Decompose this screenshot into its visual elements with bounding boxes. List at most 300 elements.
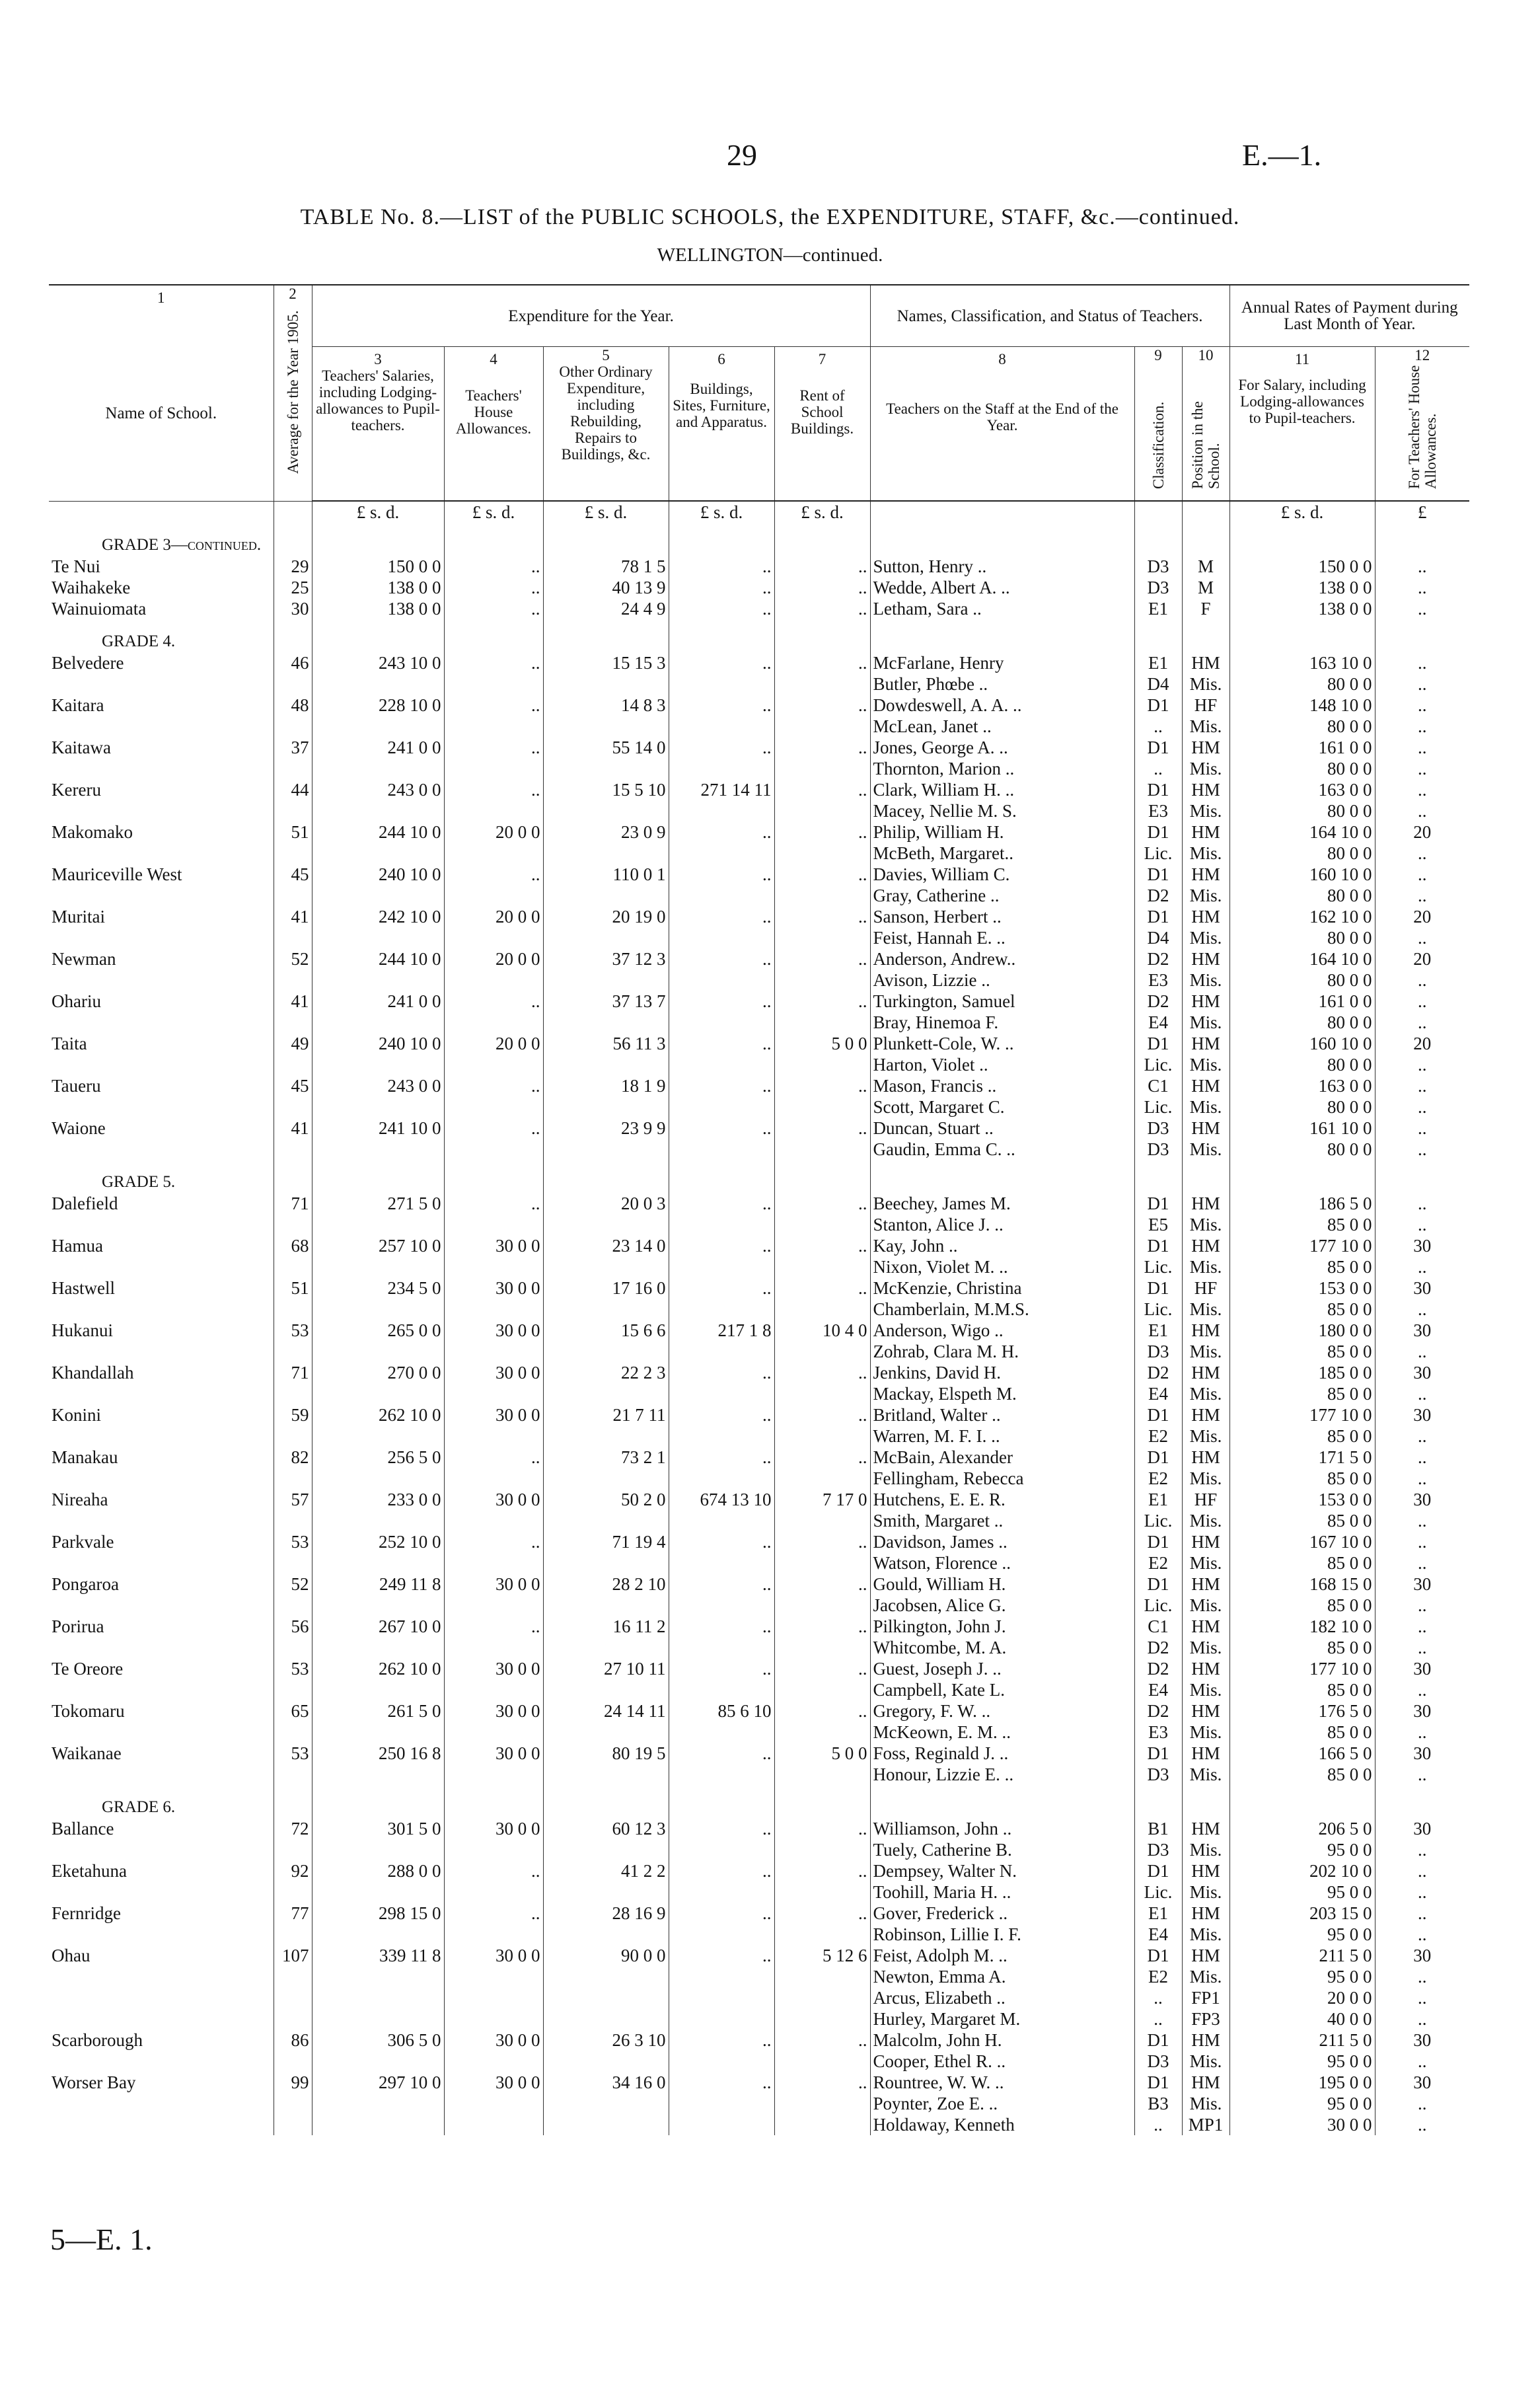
empty-cell <box>543 1468 669 1489</box>
teacher-name: Toohill, Maria H. .. <box>870 1881 1134 1903</box>
currency-other: £ s. d. <box>543 501 669 523</box>
col-label-buildings: Buildings, Sites, Furniture, and Apparatus. <box>673 381 770 430</box>
teacher-salary-rate: 161 0 0 <box>1229 737 1375 758</box>
teacher-position: Mis. <box>1182 1256 1229 1277</box>
school-other-expenditure: 21 7 11 <box>543 1404 669 1425</box>
empty-cell <box>669 969 774 991</box>
table-row <box>49 1637 1469 1658</box>
school-buildings: .. <box>669 1193 774 1214</box>
table-row <box>49 1743 1469 1764</box>
empty-cell <box>774 1425 870 1447</box>
school-other-expenditure: 60 12 3 <box>543 1818 669 1839</box>
table-row <box>49 885 1469 906</box>
teacher-classification: D1 <box>1134 1033 1182 1054</box>
school-buildings: .. <box>669 1447 774 1468</box>
empty-cell <box>543 1987 669 2008</box>
teacher-salary-rate: 160 10 0 <box>1229 1033 1375 1054</box>
empty-cell <box>669 1881 774 1903</box>
teacher-position: HM <box>1182 991 1229 1012</box>
empty-cell <box>312 1679 444 1700</box>
teacher-salary-rate: 206 5 0 <box>1229 1818 1375 1839</box>
table-row <box>49 652 1469 673</box>
teacher-classification: E1 <box>1134 1320 1182 1341</box>
school-name: Dalefield <box>52 1194 118 1213</box>
empty-cell <box>669 1214 774 1235</box>
school-salaries: 244 10 0 <box>312 948 444 969</box>
teacher-salary-rate: 161 10 0 <box>1229 1118 1375 1139</box>
teacher-house-rate: .. <box>1375 843 1469 864</box>
teacher-house-rate: 30 <box>1375 1743 1469 1764</box>
teacher-salary-rate: 203 15 0 <box>1229 1903 1375 1924</box>
empty-cell <box>312 969 444 991</box>
teacher-house-rate: 20 <box>1375 1033 1469 1054</box>
teacher-house-rate: .. <box>1375 1966 1469 1987</box>
empty-cell <box>274 2093 312 2114</box>
teacher-name: Dempsey, Walter N. <box>870 1860 1134 1881</box>
empty-cell <box>669 1012 774 1033</box>
school-house-allowance: .. <box>444 1193 543 1214</box>
teacher-classification: D1 <box>1134 737 1182 758</box>
teacher-classification: E4 <box>1134 1383 1182 1404</box>
school-rent: .. <box>774 695 870 716</box>
school-buildings: .. <box>669 1404 774 1425</box>
empty-cell <box>543 1637 669 1658</box>
teacher-classification: D1 <box>1134 695 1182 716</box>
school-salaries: 298 15 0 <box>312 1903 444 1924</box>
teacher-classification: D2 <box>1134 1637 1182 1658</box>
teacher-salary-rate: 95 0 0 <box>1229 1924 1375 1945</box>
empty-cell <box>49 927 274 948</box>
school-buildings: .. <box>669 1531 774 1552</box>
teacher-classification: Lic. <box>1134 1881 1182 1903</box>
school-average: 45 <box>274 864 312 885</box>
teacher-classification: D1 <box>1134 906 1182 927</box>
school-average: 57 <box>274 1489 312 1510</box>
table-row <box>49 800 1469 821</box>
grade-row <box>49 1160 1469 1193</box>
teacher-salary-rate: 85 0 0 <box>1229 1383 1375 1404</box>
teacher-salary-rate: 171 5 0 <box>1229 1447 1375 1468</box>
school-average: 107 <box>274 1945 312 1966</box>
table-body <box>49 501 1469 2135</box>
school-other-expenditure: 71 19 4 <box>543 1531 669 1552</box>
school-rent: .. <box>774 1075 870 1096</box>
teacher-salary-rate: 80 0 0 <box>1229 800 1375 821</box>
teacher-position: HM <box>1182 2072 1229 2093</box>
teacher-classification: D3 <box>1134 556 1182 577</box>
school-rent: .. <box>774 1574 870 1595</box>
empty-cell <box>312 1383 444 1404</box>
school-house-allowance: 30 0 0 <box>444 1489 543 1510</box>
teacher-name: Philip, William H. <box>870 821 1134 843</box>
school-buildings: .. <box>669 1616 774 1637</box>
school-buildings: .. <box>669 695 774 716</box>
school-name: Makomako <box>52 822 133 842</box>
table-row <box>49 1012 1469 1033</box>
school-buildings: .. <box>669 864 774 885</box>
empty-cell <box>274 716 312 737</box>
school-name: Te Nui <box>52 556 100 576</box>
teacher-classification: D1 <box>1134 1574 1182 1595</box>
school-average: 41 <box>274 1118 312 1139</box>
teacher-classification: E2 <box>1134 1552 1182 1574</box>
school-rent: .. <box>774 1531 870 1552</box>
table-row <box>49 2093 1469 2114</box>
empty-cell <box>49 1096 274 1118</box>
empty-cell <box>444 1764 543 1785</box>
teacher-position: HM <box>1182 864 1229 885</box>
teacher-house-rate: .. <box>1375 800 1469 821</box>
teacher-salary-rate: 85 0 0 <box>1229 1764 1375 1785</box>
teacher-salary-rate: 182 10 0 <box>1229 1616 1375 1637</box>
teacher-position: MP1 <box>1182 2114 1229 2135</box>
empty-cell <box>543 800 669 821</box>
school-house-allowance: 30 0 0 <box>444 1818 543 1839</box>
teacher-position: HM <box>1182 1658 1229 1679</box>
table-row <box>49 948 1469 969</box>
school-name: Waikanae <box>52 1743 122 1763</box>
empty-cell <box>543 1510 669 1531</box>
grade-label: GRADE 6. <box>102 1798 176 1816</box>
currency-house-rate: £ <box>1375 501 1469 523</box>
empty-cell <box>669 1256 774 1277</box>
teacher-position: Mis. <box>1182 1764 1229 1785</box>
school-house-allowance: 30 0 0 <box>444 1362 543 1383</box>
teacher-salary-rate: 180 0 0 <box>1229 1320 1375 1341</box>
teacher-house-rate: .. <box>1375 2008 1469 2029</box>
teacher-name: Hurley, Margaret M. <box>870 2008 1134 2029</box>
school-average: 44 <box>274 779 312 800</box>
empty-cell <box>444 1425 543 1447</box>
school-other-expenditure: 34 16 0 <box>543 2072 669 2093</box>
empty-cell <box>543 1764 669 1785</box>
school-rent: .. <box>774 737 870 758</box>
teacher-salary-rate: 138 0 0 <box>1229 577 1375 598</box>
empty-cell <box>774 758 870 779</box>
table-row <box>49 2051 1469 2072</box>
empty-cell <box>49 1764 274 1785</box>
table-row <box>49 2008 1469 2029</box>
empty-cell <box>543 2093 669 2114</box>
teacher-classification: D1 <box>1134 1235 1182 1256</box>
teacher-position: FP3 <box>1182 2008 1229 2029</box>
teacher-classification: D2 <box>1134 1700 1182 1722</box>
teacher-position: Mis. <box>1182 1552 1229 1574</box>
teacher-name: Thornton, Marion .. <box>870 758 1134 779</box>
teacher-classification: E1 <box>1134 1903 1182 1924</box>
teacher-name: Jones, George A. .. <box>870 737 1134 758</box>
teacher-position: Mis. <box>1182 1054 1229 1075</box>
teacher-house-rate: .. <box>1375 1510 1469 1531</box>
empty-cell <box>49 1299 274 1320</box>
teacher-house-rate: .. <box>1375 758 1469 779</box>
table-row <box>49 1924 1469 1945</box>
teacher-name: McBeth, Margaret.. <box>870 843 1134 864</box>
empty-cell <box>312 1637 444 1658</box>
teacher-name: Davidson, James .. <box>870 1531 1134 1552</box>
grade-spacer <box>1375 619 1469 652</box>
col-label-salaries: Teachers' Salaries, including Lodging-allowances to Pupil-teachers. <box>316 367 440 434</box>
school-house-allowance: .. <box>444 577 543 598</box>
teacher-position: HM <box>1182 2029 1229 2051</box>
school-buildings: 217 1 8 <box>669 1320 774 1341</box>
empty-cell <box>543 1054 669 1075</box>
school-name: Waione <box>52 1118 106 1138</box>
teacher-position: HM <box>1182 1700 1229 1722</box>
school-rent: .. <box>774 577 870 598</box>
grade-spacer <box>543 619 669 652</box>
empty-cell <box>444 716 543 737</box>
empty-cell <box>774 927 870 948</box>
teacher-position: Mis. <box>1182 673 1229 695</box>
empty-cell <box>49 758 274 779</box>
teacher-house-rate: 30 <box>1375 2029 1469 2051</box>
teacher-name: Newton, Emma A. <box>870 1966 1134 1987</box>
empty-cell <box>49 1679 274 1700</box>
school-house-allowance: .. <box>444 1903 543 1924</box>
school-name: Waihakeke <box>52 578 131 597</box>
empty-cell <box>669 800 774 821</box>
school-name: Manakau <box>52 1447 118 1467</box>
col-number-12: 12 <box>1414 347 1430 363</box>
empty-cell <box>669 2093 774 2114</box>
teacher-name: Dowdeswell, A. A. .. <box>870 695 1134 716</box>
empty-cell <box>49 1595 274 1616</box>
teacher-name: McBain, Alexander <box>870 1447 1134 1468</box>
teacher-classification: Lic. <box>1134 1299 1182 1320</box>
school-rent: 5 12 6 <box>774 1945 870 1966</box>
school-salaries: 297 10 0 <box>312 2072 444 2093</box>
grade-spacer <box>669 523 774 556</box>
empty-cell <box>543 1256 669 1277</box>
table-row <box>49 1468 1469 1489</box>
empty-cell <box>312 1468 444 1489</box>
empty-cell <box>49 1722 274 1743</box>
currency-house: £ s. d. <box>444 501 543 523</box>
school-salaries: 234 5 0 <box>312 1277 444 1299</box>
grade-label: GRADE 4. <box>102 632 176 650</box>
empty-cell <box>274 1764 312 1785</box>
table-row <box>49 1722 1469 1743</box>
grade-spacer <box>543 1785 669 1818</box>
empty-cell <box>543 1966 669 1987</box>
empty-cell <box>312 1510 444 1531</box>
empty-cell <box>274 1256 312 1277</box>
teacher-position: Mis. <box>1182 716 1229 737</box>
empty-cell <box>444 800 543 821</box>
school-salaries: 301 5 0 <box>312 1818 444 1839</box>
school-other-expenditure: 80 19 5 <box>543 1743 669 1764</box>
teacher-classification: D2 <box>1134 948 1182 969</box>
table-row <box>49 1903 1469 1924</box>
col-number-11: 11 <box>1294 351 1310 367</box>
header-buildings <box>669 347 774 502</box>
empty-cell <box>774 1510 870 1531</box>
empty-cell <box>543 1881 669 1903</box>
teacher-salary-rate: 80 0 0 <box>1229 1012 1375 1033</box>
teacher-position: Mis. <box>1182 1966 1229 1987</box>
school-rent: 5 0 0 <box>774 1033 870 1054</box>
teacher-classification: E3 <box>1134 800 1182 821</box>
teacher-classification: D3 <box>1134 1839 1182 1860</box>
teacher-salary-rate: 20 0 0 <box>1229 1987 1375 2008</box>
school-name: Ballance <box>52 1819 114 1839</box>
header-average <box>274 285 312 501</box>
school-salaries: 249 11 8 <box>312 1574 444 1595</box>
teacher-salary-rate: 185 0 0 <box>1229 1362 1375 1383</box>
teacher-house-rate: .. <box>1375 1299 1469 1320</box>
table-row <box>49 1033 1469 1054</box>
teacher-position: Mis. <box>1182 2051 1229 2072</box>
empty-cell <box>312 1839 444 1860</box>
table-row <box>49 577 1469 598</box>
empty-cell <box>444 1637 543 1658</box>
teacher-name: Cooper, Ethel R. .. <box>870 2051 1134 2072</box>
empty-cell <box>49 1054 274 1075</box>
school-rent: 10 4 0 <box>774 1320 870 1341</box>
school-other-expenditure: 28 16 9 <box>543 1903 669 1924</box>
teacher-salary-rate: 168 15 0 <box>1229 1574 1375 1595</box>
teacher-name: Anderson, Wigo .. <box>870 1320 1134 1341</box>
teacher-salary-rate: 166 5 0 <box>1229 1743 1375 1764</box>
empty-cell <box>543 1924 669 1945</box>
school-rent: .. <box>774 1118 870 1139</box>
teacher-house-rate: .. <box>1375 1987 1469 2008</box>
teacher-classification: E3 <box>1134 1722 1182 1743</box>
school-buildings: 85 6 10 <box>669 1700 774 1722</box>
empty-cell <box>49 2008 274 2029</box>
empty-cell <box>774 1383 870 1404</box>
table-subtitle: WELLINGTON—continued. <box>657 245 883 266</box>
empty-cell <box>543 1722 669 1743</box>
school-salaries: 241 0 0 <box>312 991 444 1012</box>
table-row <box>49 1860 1469 1881</box>
empty-cell <box>274 1139 312 1160</box>
teacher-position: Mis. <box>1182 1637 1229 1658</box>
teacher-house-rate: .. <box>1375 1839 1469 1860</box>
school-average: 45 <box>274 1075 312 1096</box>
table-row <box>49 1679 1469 1700</box>
table-row <box>49 906 1469 927</box>
empty-cell <box>543 1214 669 1235</box>
empty-cell <box>774 1987 870 2008</box>
teacher-salary-rate: 164 10 0 <box>1229 821 1375 843</box>
school-other-expenditure: 22 2 3 <box>543 1362 669 1383</box>
teacher-name: Gould, William H. <box>870 1574 1134 1595</box>
empty-cell <box>49 1510 274 1531</box>
teacher-house-rate: .. <box>1375 716 1469 737</box>
teacher-name: Tuely, Catherine B. <box>870 1839 1134 1860</box>
empty-cell <box>49 1881 274 1903</box>
teacher-salary-rate: 30 0 0 <box>1229 2114 1375 2135</box>
empty-cell <box>543 885 669 906</box>
table-row <box>49 1193 1469 1214</box>
school-buildings: 674 13 10 <box>669 1489 774 1510</box>
teacher-house-rate: .. <box>1375 1722 1469 1743</box>
table-row <box>49 716 1469 737</box>
empty-cell <box>774 1341 870 1362</box>
empty-cell <box>274 1425 312 1447</box>
currency-buildings: £ s. d. <box>669 501 774 523</box>
col-number-2: 2 <box>289 285 297 302</box>
empty-cell <box>543 716 669 737</box>
teacher-position: Mis. <box>1182 843 1229 864</box>
school-name: Belvedere <box>52 653 124 673</box>
school-other-expenditure: 16 11 2 <box>543 1616 669 1637</box>
teacher-name: Campbell, Kate L. <box>870 1679 1134 1700</box>
school-other-expenditure: 24 14 11 <box>543 1700 669 1722</box>
school-name: Hamua <box>52 1236 103 1256</box>
school-buildings: 271 14 11 <box>669 779 774 800</box>
teacher-house-rate: .. <box>1375 1447 1469 1468</box>
school-average: 51 <box>274 1277 312 1299</box>
school-name: Nireaha <box>52 1490 108 1509</box>
teacher-house-rate: .. <box>1375 1531 1469 1552</box>
school-salaries: 242 10 0 <box>312 906 444 927</box>
teacher-house-rate: .. <box>1375 1118 1469 1139</box>
empty-cell <box>774 843 870 864</box>
teacher-salary-rate: 85 0 0 <box>1229 1722 1375 1743</box>
empty-cell <box>274 1881 312 1903</box>
empty-cell <box>669 927 774 948</box>
schools-table-container <box>49 284 1469 2135</box>
school-buildings: .. <box>669 2029 774 2051</box>
school-house-allowance: 30 0 0 <box>444 1320 543 1341</box>
empty-cell <box>274 1839 312 1860</box>
empty-cell <box>49 673 274 695</box>
empty-cell <box>49 843 274 864</box>
teacher-house-rate: .. <box>1375 1193 1469 1214</box>
empty-cell <box>312 758 444 779</box>
teacher-house-rate: .. <box>1375 864 1469 885</box>
empty-cell <box>274 1966 312 1987</box>
teacher-classification: D2 <box>1134 885 1182 906</box>
empty-cell <box>669 1552 774 1574</box>
school-other-expenditure: 55 14 0 <box>543 737 669 758</box>
teacher-house-rate: .. <box>1375 1096 1469 1118</box>
table-row <box>49 779 1469 800</box>
school-buildings: .. <box>669 948 774 969</box>
col-number-4: 4 <box>490 351 497 367</box>
school-buildings: .. <box>669 991 774 1012</box>
empty-cell <box>774 2093 870 2114</box>
table-row <box>49 1658 1469 1679</box>
school-other-expenditure: 23 14 0 <box>543 1235 669 1256</box>
empty-cell <box>669 1839 774 1860</box>
empty-cell <box>274 2114 312 2135</box>
teacher-classification: .. <box>1134 716 1182 737</box>
teacher-salary-rate: 80 0 0 <box>1229 673 1375 695</box>
col-number-7: 7 <box>818 351 826 367</box>
school-house-allowance: 30 0 0 <box>444 1404 543 1425</box>
school-salaries: 256 5 0 <box>312 1447 444 1468</box>
school-name: Ohariu <box>52 991 101 1011</box>
school-buildings: .. <box>669 1118 774 1139</box>
empty-cell <box>774 2008 870 2029</box>
empty-cell <box>774 1139 870 1160</box>
empty-cell <box>774 1012 870 1033</box>
empty-cell <box>444 1054 543 1075</box>
school-house-allowance: 30 0 0 <box>444 1574 543 1595</box>
school-name: Wainuiomata <box>52 599 147 619</box>
teacher-house-rate: .. <box>1375 1383 1469 1404</box>
teacher-position: Mis. <box>1182 1839 1229 1860</box>
school-average: 41 <box>274 991 312 1012</box>
school-name: Tokomaru <box>52 1701 125 1721</box>
school-salaries: 257 10 0 <box>312 1235 444 1256</box>
table-row <box>49 1881 1469 1903</box>
empty-cell <box>444 2093 543 2114</box>
